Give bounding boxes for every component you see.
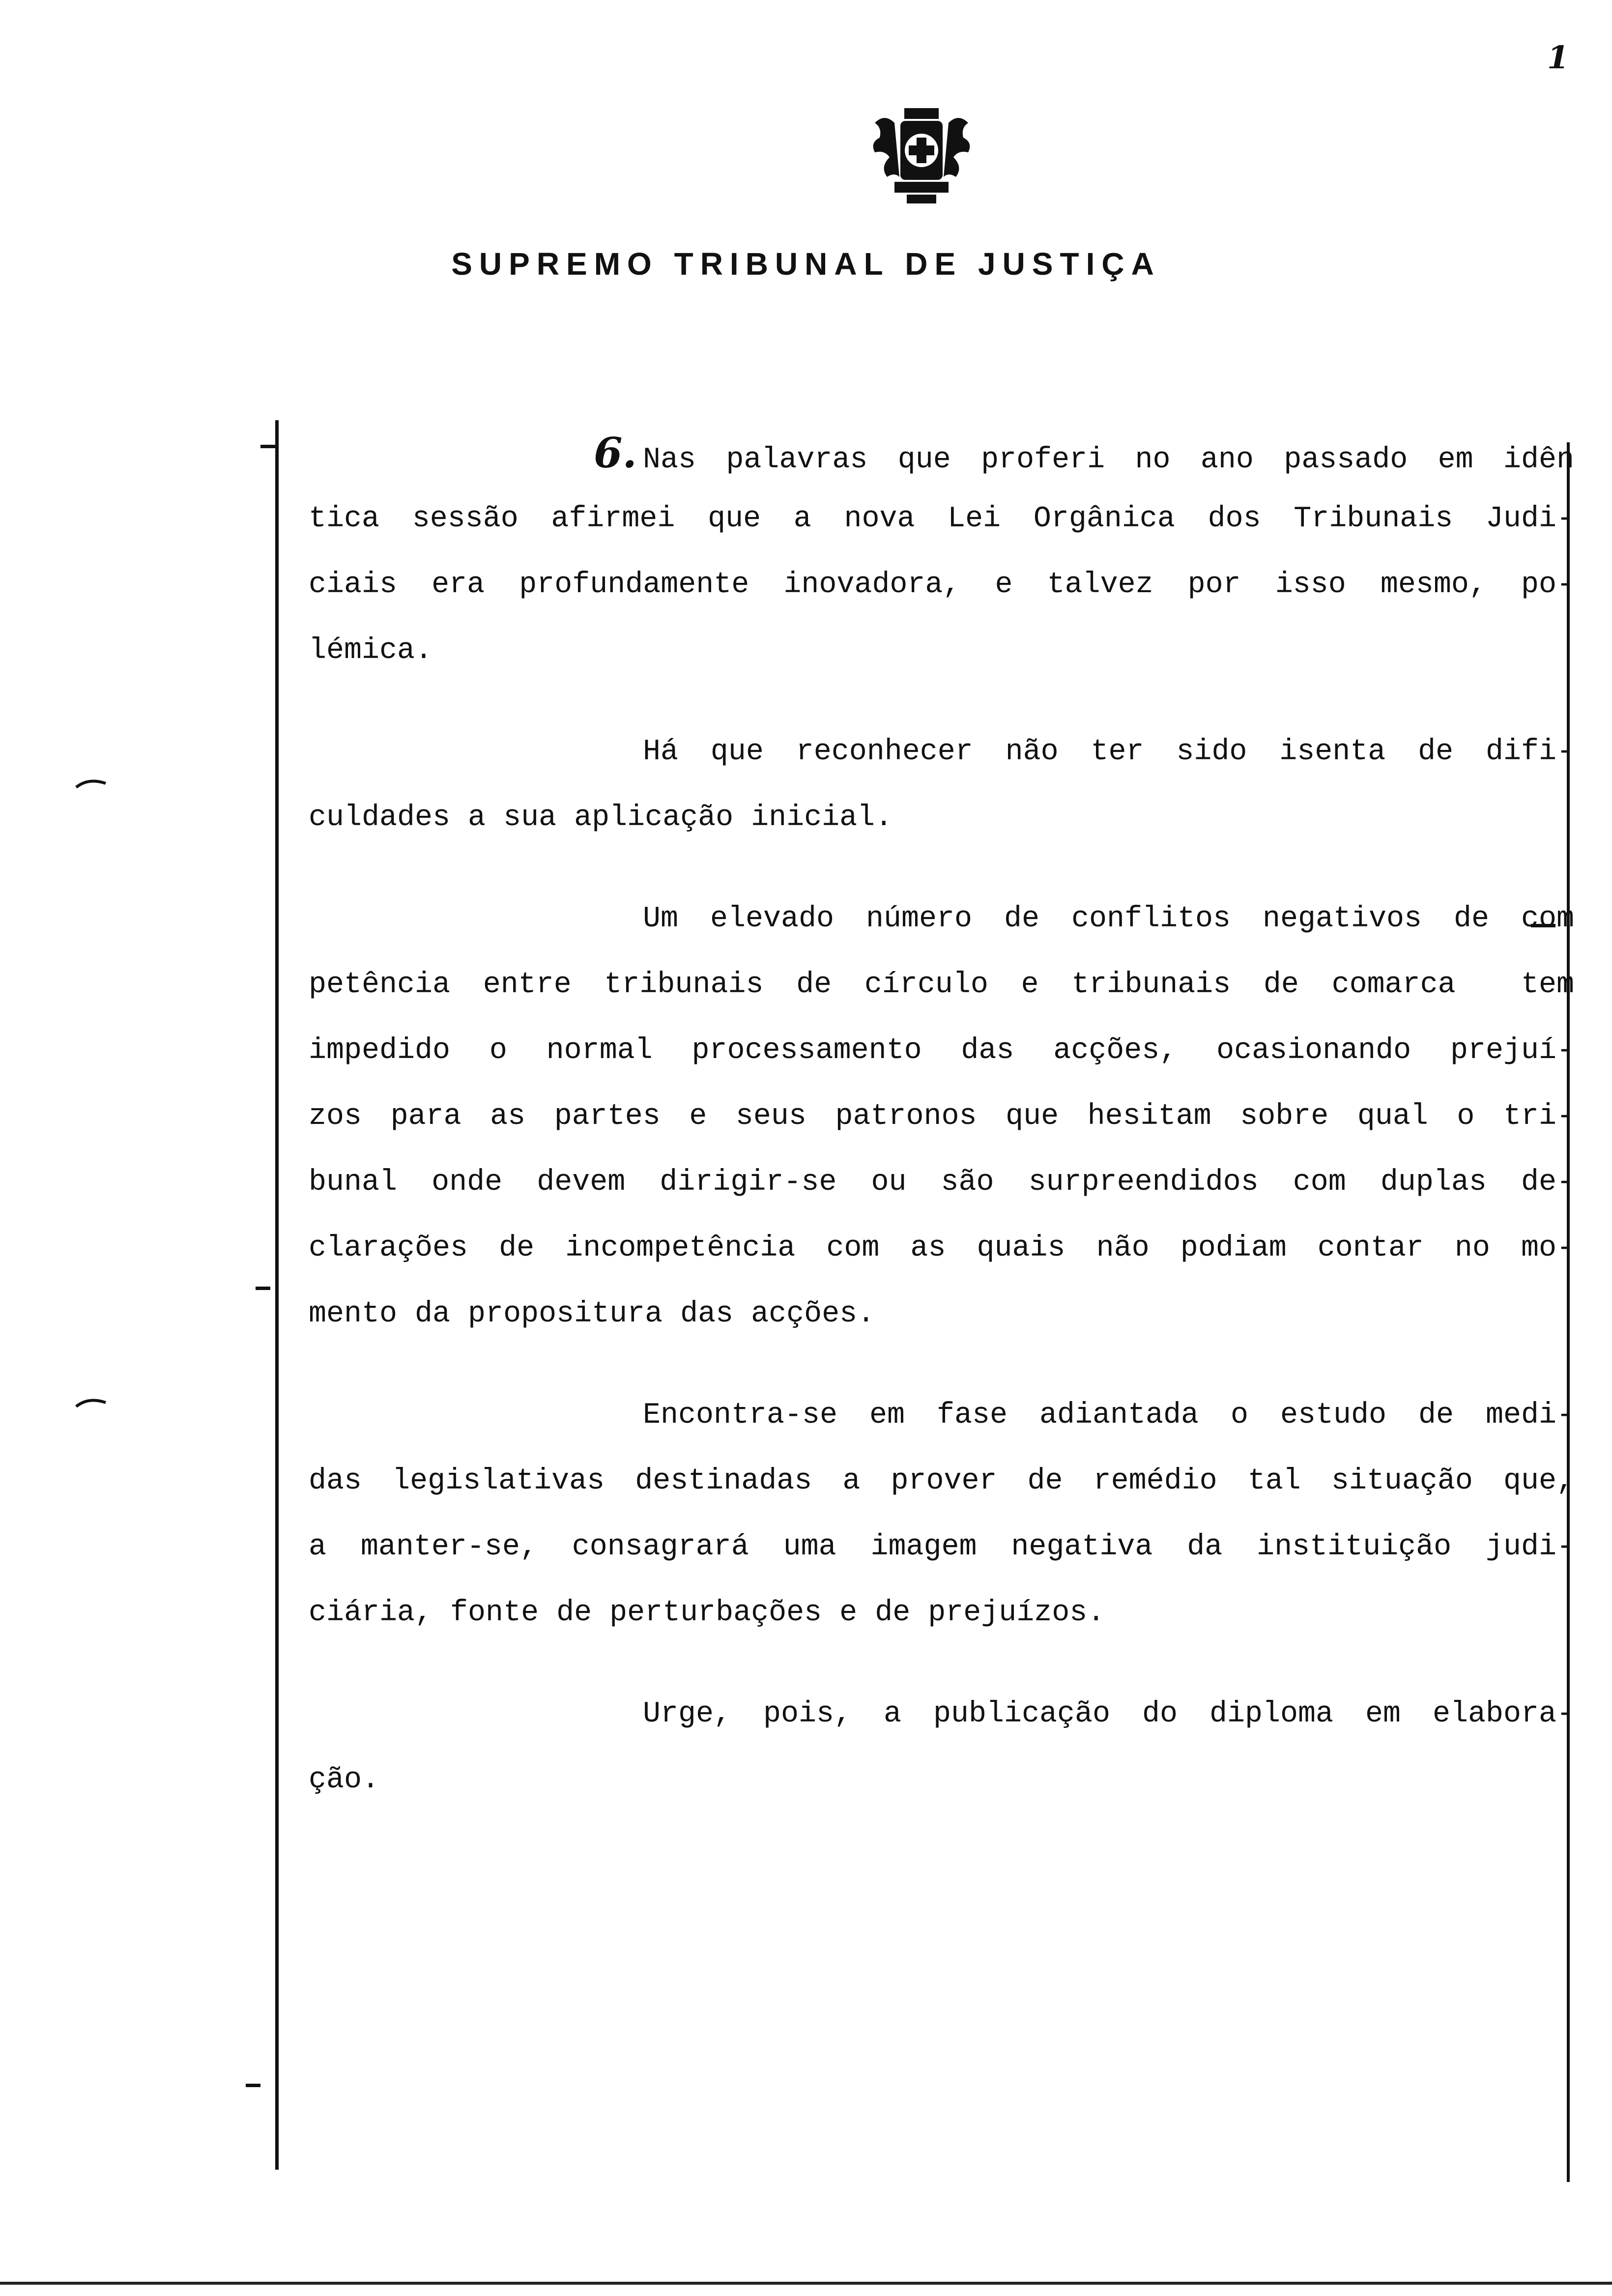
text-line: das legislativas destinadas a prover de remédio tal situação que, (309, 1464, 1574, 1498)
paragraph (309, 719, 1574, 851)
text-line: Encontra-se em fase adiantada o estudo de medi- (643, 1399, 1574, 1432)
text-line: Há que reconhecer não ter sido isenta de difi- (643, 735, 1574, 769)
bottom-edge-rule (0, 2282, 1612, 2285)
margin-mark (74, 1396, 108, 1410)
text-line: tica sessão afirmei que a nova Lei Orgânica dos Tribunais Judi- (309, 502, 1574, 536)
text-line: 6. Nas palavras que proferi no ano passado em idên (309, 420, 1574, 486)
text-line: lémica. (309, 634, 433, 667)
margin-tick (260, 445, 275, 448)
margin-tick (246, 2084, 260, 2087)
paragraph-number: 6. (594, 429, 637, 477)
text-line: mento da propositura das acções. (309, 1297, 875, 1331)
text-line: culdades a sua aplicação inicial. (309, 801, 893, 834)
text-line: ciais era profundamente inovadora, e talvez por isso mesmo, po- (309, 568, 1574, 602)
margin-mark (74, 776, 108, 791)
paragraph (309, 1382, 1574, 1646)
institution-heading: SUPREMO TRIBUNAL DE JUSTIÇA (451, 246, 1161, 282)
text-line: Urge, pois, a publicação do diploma em elabora- (643, 1697, 1574, 1731)
margin-tick (256, 1287, 270, 1290)
text-line: bunal onde devem dirigir-se ou são surpreendidos com duplas de- (309, 1166, 1574, 1199)
text-line: Um elevado número de conflitos negativos de com (643, 902, 1574, 936)
paragraph (309, 886, 1574, 1347)
left-margin-rule (275, 420, 279, 2170)
letter-body (309, 420, 1574, 1848)
text-line: impedido o normal processamento das acções, ocasionando prejuí- (309, 1034, 1574, 1067)
text-line: petência entre tribunais de círculo e tribunais de comarca tem (309, 968, 1574, 1002)
text-line: ção. (309, 1763, 380, 1797)
page-number: 1 (1547, 39, 1569, 76)
text-line: clarações de incompetência com as quais não podiam contar no mo- (309, 1232, 1574, 1265)
paragraph-6 (309, 420, 1574, 684)
text-line: zos para as partes e seus patronos que hesitam sobre qual o tri- (309, 1100, 1574, 1133)
text-line: a manter-se, consagrará uma imagem negativa da instituição judi- (309, 1530, 1574, 1564)
coat-of-arms-icon (865, 103, 978, 206)
text-line: ciária, fonte de perturbações e de prejuízos. (309, 1596, 1105, 1630)
paragraph (309, 1681, 1574, 1813)
